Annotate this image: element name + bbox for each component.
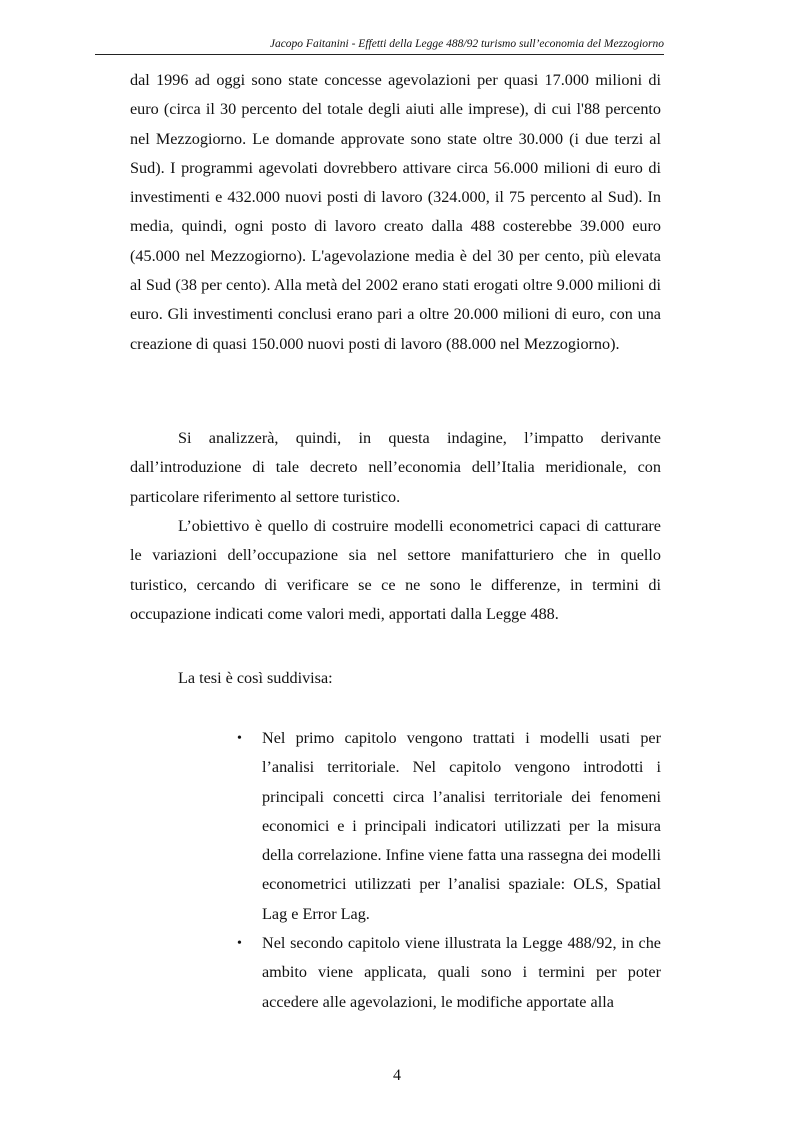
list-item-chapter-1 — [237, 724, 661, 929]
bullet-icon: • — [237, 731, 242, 746]
paragraph-objective: L’obiettivo è quello di costruire modelli econometrici capaci di catturare le variazioni dell’occupazione sia nel settore manifatturiero che in quello turistico, cercando di verificare se ce ne sono le differenze, in termini di occupazione indicati come valori medi, apportati dalla Legge 488. — [130, 517, 661, 623]
page-number: 4 — [393, 1067, 401, 1084]
list-item-text: Nel secondo capitolo viene illustrata la Legge 488/92, in che ambito viene applicata, quali sono i termini per poter accedere alle agevolazioni, le modifiche apportate alla — [262, 934, 661, 1011]
running-title: Jacopo Faitanini - Effetti della Legge 488/92 turismo sull’economia del Mezzogiorno — [269, 38, 664, 50]
page-header — [95, 36, 664, 55]
bullet-icon: • — [237, 936, 242, 952]
chapter-list — [237, 724, 661, 1017]
list-item-chapter-2 — [237, 929, 661, 1017]
paragraph-thesis-structure: La tesi è così suddivisa: — [178, 669, 333, 687]
paragraph-statistics: dal 1996 ad oggi sono state concesse agevolazioni per quasi 17.000 milioni di euro (circa il 30 percento del totale degli aiuti alle imprese), di cui l'88 percento nel Mezzogiorno. Le domande approvate sono state oltre 30.000 (i due terzi al Sud). I programmi agevolati dovrebbero attivare circa 56.000 milioni di euro di investimenti e 432.000 nuovi posti di lavoro (324.000, il 75 percento al Sud). In media, quindi, ogni posto di lavoro creato dalla 488 costerebbe 39.000 euro (45.000 nel Mezzogiorno). L'agevolazione media è del 30 per cento, più elevata al Sud (38 per cento). Alla metà del 2002 erano stati erogati oltre 9.000 milioni di euro. Gli investimenti conclusi erano pari a oltre 20.000 milioni di euro, con una creazione di quasi 150.000 nuovi posti di lavoro (88.000 nel Mezzogiorno). — [130, 71, 661, 353]
paragraph-analysis-intro: Si analizzerà, quindi, in questa indagine, l’impatto derivante dall’introduzione di tale decreto nell’economia dell’Italia meridionale, con particolare riferimento al settore turistico. — [130, 429, 661, 506]
list-item-text: Nel primo capitolo vengono trattati i modelli usati per l’analisi territoriale. Nel capitolo vengono introdotti i principali concetti circa l’analisi territoriale dei fenomeni economici e i principali indicatori utilizzati per la misura della correlazione. Infine viene fatta una rassegna dei modelli econometrici utilizzati per l’analisi spaziale: OLS, Spatial Lag e Error Lag. — [262, 729, 661, 923]
